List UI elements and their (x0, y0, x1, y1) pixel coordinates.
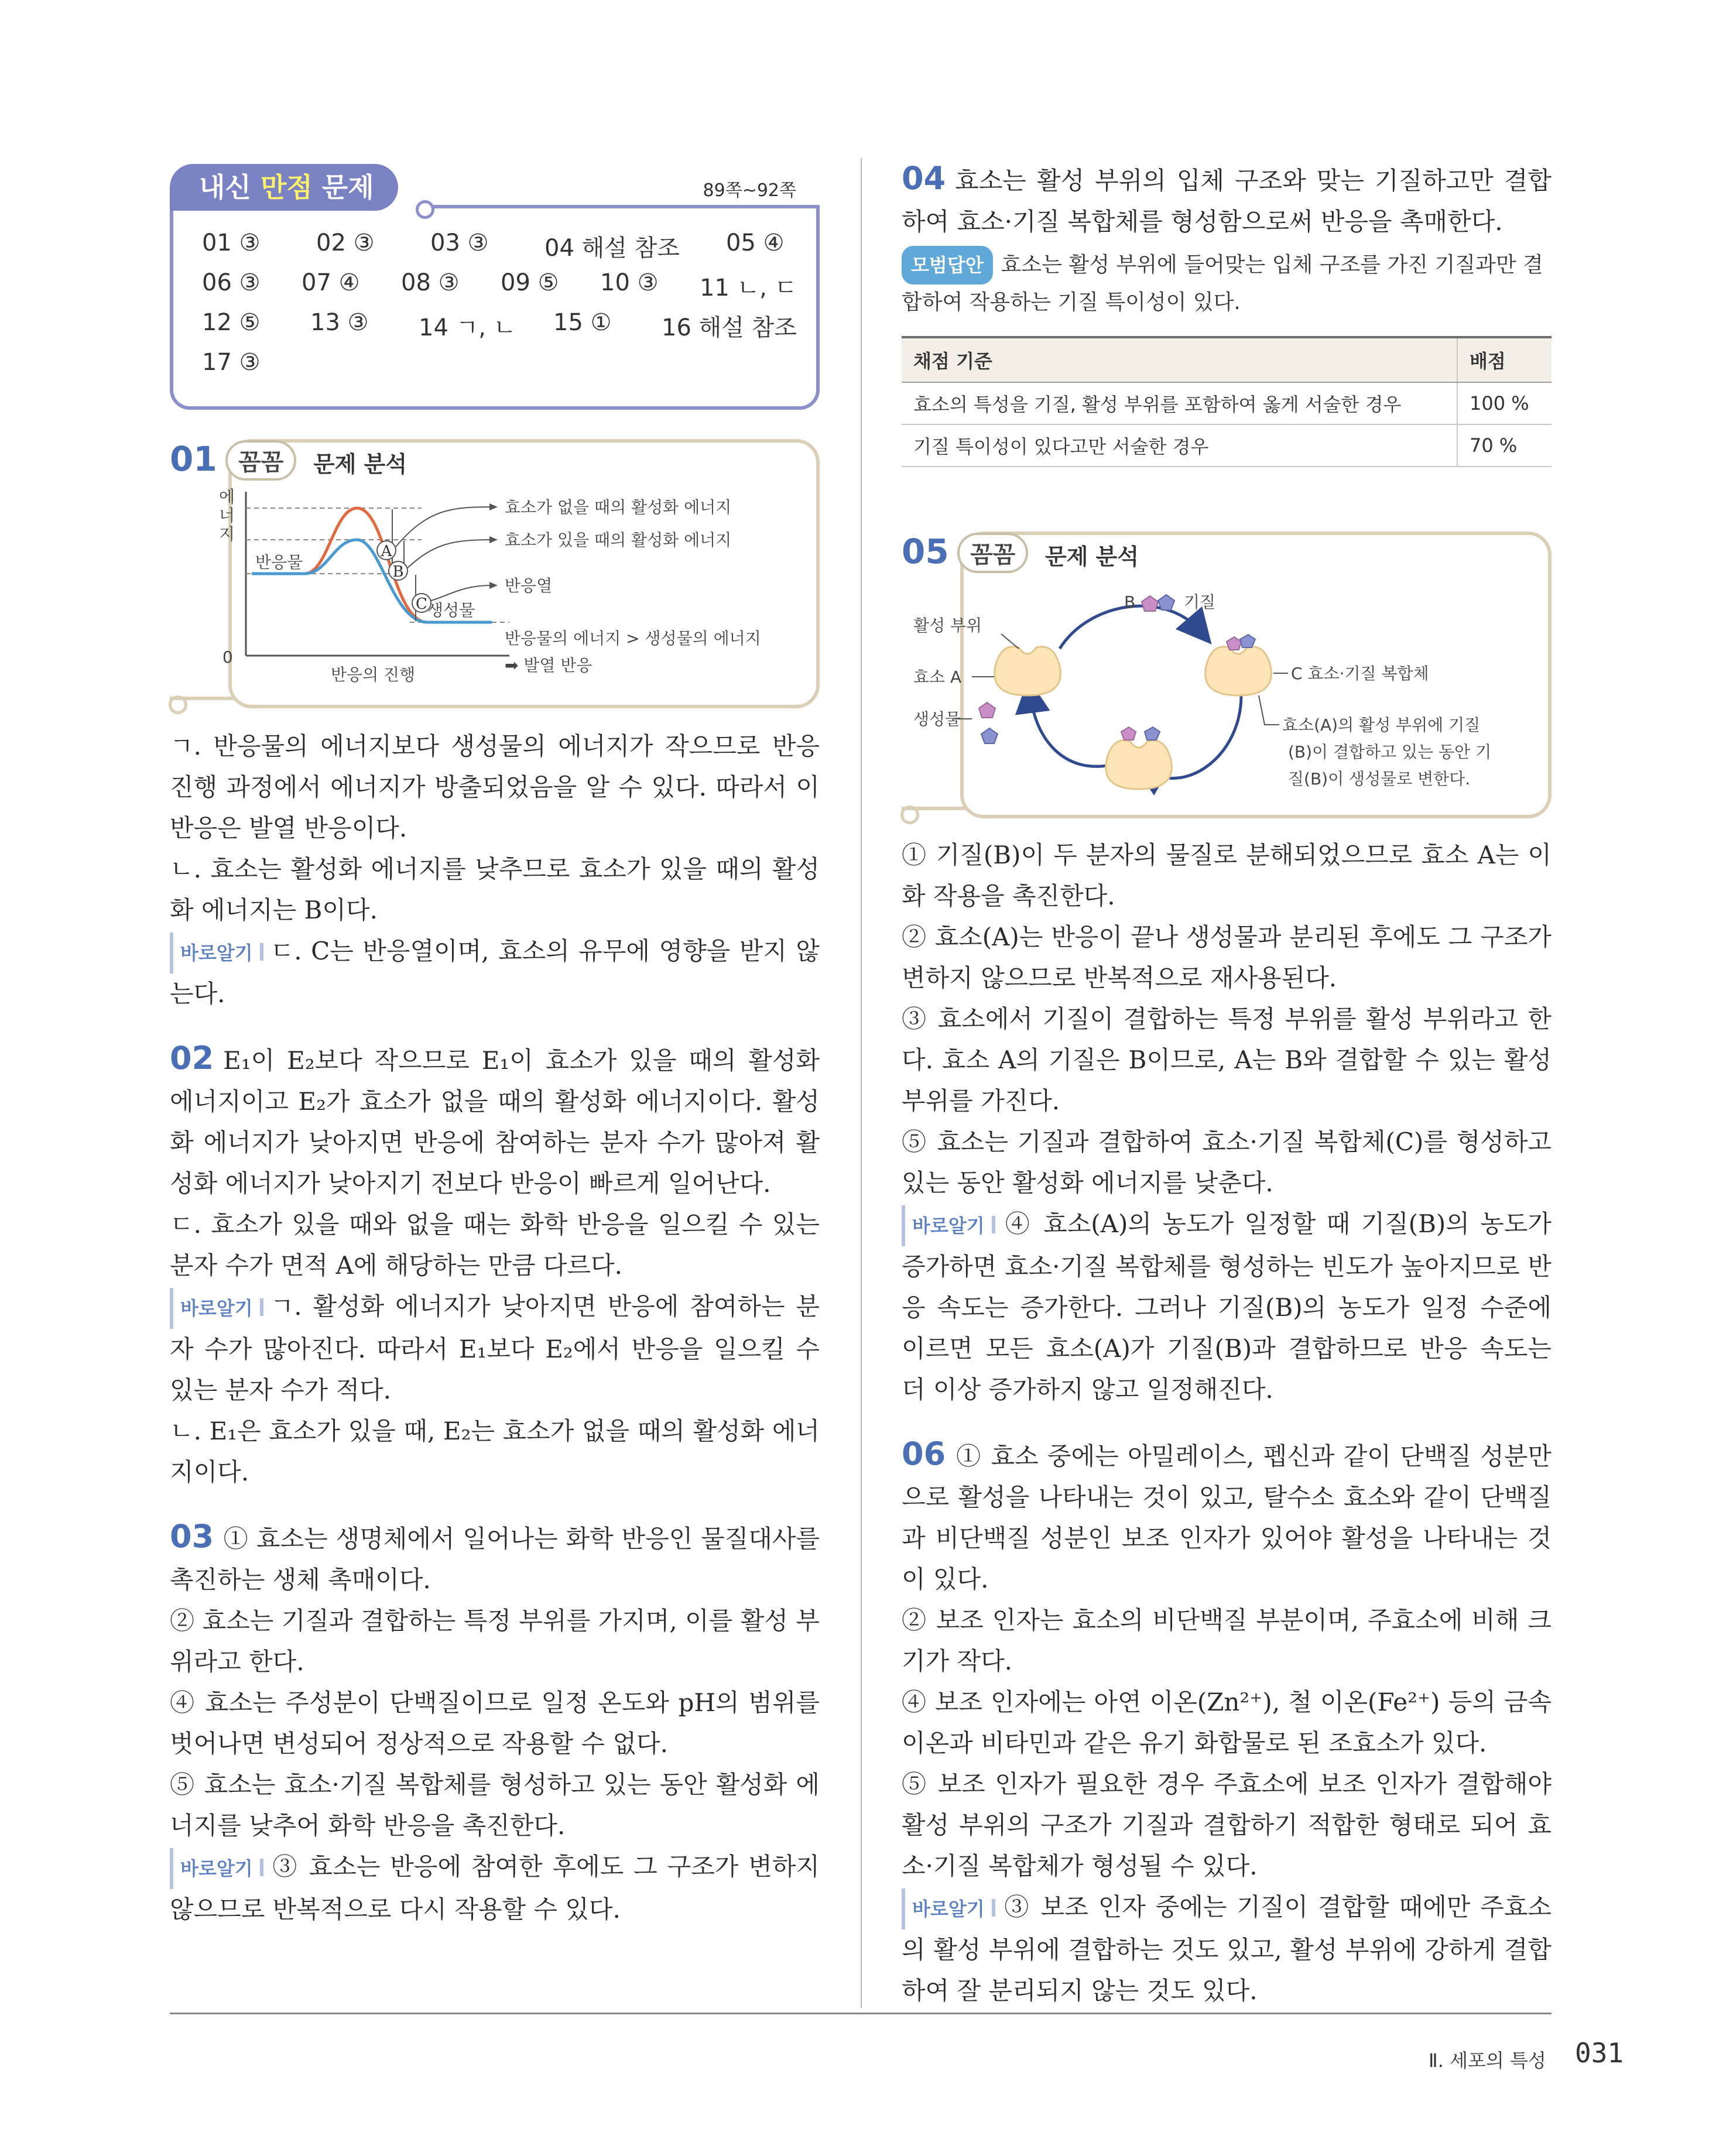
question-number: 01 (170, 439, 217, 479)
product-shapes (979, 702, 998, 743)
complex-shape (1205, 635, 1272, 695)
x-axis-label: 반응의 진행 (331, 665, 416, 684)
energy-diagram (217, 486, 814, 697)
explanation-text: 효소는 활성 부위의 입체 구조와 맞는 기질하고만 결합하여 효소·기질 복합체를 형성함으로써 반응을 촉매한다. (902, 166, 1552, 236)
answer-item: 16 해설 참조 (662, 314, 797, 341)
enzyme-cycle-diagram (913, 578, 1546, 813)
annotation-d2: ➡ 발열 반응 (505, 656, 593, 675)
question-number: 05 (902, 532, 949, 571)
table-cell: 70 % (1457, 424, 1552, 467)
explanation-text: ㄱ. 반응물의 에너지보다 생성물의 에너지가 작으므로 반응 진행 과정에서 에너지가 방출되었음을 알 수 있다. 따라서 이 반응은 발열 반응이다. (170, 732, 820, 842)
answer-item: 02 ③ (316, 229, 375, 256)
baro-tag: 바로알기 (902, 1205, 995, 1246)
annotation-line1: 효소(A)의 활성 부위에 기질 (1282, 715, 1481, 735)
explanation-text: ㄴ. E₁은 효소가 있을 때, E₂는 효소가 없을 때의 활성화 에너지이다. (170, 1417, 820, 1486)
table-header: 채점 기준 (902, 337, 1457, 382)
model-answer-tag: 모범답안 (902, 246, 993, 285)
q01-analysis (170, 439, 820, 714)
answer-item: 01 ③ (202, 229, 261, 256)
label-c: C (416, 595, 427, 613)
answer-item: 17 ③ (202, 349, 261, 376)
baro-tag: 바로알기 (170, 1288, 263, 1329)
b-label: B (1124, 592, 1136, 612)
table-cell: 기질 특이성이 있다고만 서술한 경우 (902, 424, 1457, 467)
annotation-a: 효소가 없을 때의 활성화 에너지 (505, 498, 732, 517)
active-site-label: 활성 부위 (913, 616, 982, 635)
model-answer (902, 246, 1552, 321)
question-number: 02 (170, 1040, 214, 1077)
pill-label: 꼼꼼 (225, 440, 296, 481)
answer-key-frame (170, 205, 820, 410)
baro-tag: 바로알기 (170, 933, 263, 974)
explanation-text: ④ 효소(A)의 농도가 일정할 때 기질(B)의 농도가 증가하면 효소·기질 복합체를 형성하는 빈도가 높아지므로 반응 속도는 증가한다. 그러나 기질(B)의 농도가 일정 수준에 이르면 모든 효소(A)가 기질(B)과 결합하므로 반응 속도는 더 이상 증가하지 않고 일정해진다. (902, 1209, 1552, 1404)
answer-item: 09 ⑤ (501, 269, 559, 296)
baro-tag: 바로알기 (170, 1848, 263, 1889)
scoring-table (902, 336, 1552, 467)
left-column (170, 158, 820, 1930)
explanation-text: ② 보조 인자는 효소의 비단백질 부분이며, 주효소에 비해 크기가 작다. (902, 1606, 1552, 1675)
q04-explanation (902, 158, 1552, 242)
explanation-text: ③ 효소에서 기질이 결합하는 특정 부위를 활성 부위라고 한다. 효소 A의 기질은 B이므로, A는 B와 결합할 수 있는 활성 부위를 가진다. (902, 1005, 1552, 1115)
q05-explanation (902, 835, 1552, 1410)
explanation-text: ⑤ 효소는 기질과 결합하여 효소·기질 복합체(C)를 형성하고 있는 동안 활성화 에너지를 낮춘다. (902, 1127, 1552, 1197)
answer-item: 06 ③ (202, 269, 261, 296)
explanation-text: ② 효소(A)는 반응이 끝나 생성물과 분리된 후에도 그 구조가 변하지 않으므로 반복적으로 재사용된다. (902, 923, 1552, 992)
q02-explanation (170, 1038, 820, 1493)
q05-analysis (902, 532, 1552, 824)
explanation-text: ㄴ. 효소는 활성화 에너지를 낮추므로 효소가 있을 때의 활성화 에너지는 B이다. (170, 855, 820, 924)
explanation-text: ② 효소는 기질과 결합하는 특정 부위를 가지며, 이를 활성 부위라고 한다. (170, 1606, 820, 1676)
table-row (902, 424, 1552, 467)
enzyme-product-shape (1106, 727, 1172, 789)
explanation-text: ⑤ 보조 인자가 필요한 경우 주효소에 보조 인자가 결합해야 활성 부위의 구조가 기질과 결합하기 적합한 형태로 되어 효소·기질 복합체가 형성될 수 있다. (902, 1770, 1552, 1880)
answer-item: 10 ③ (600, 269, 659, 296)
right-column (902, 158, 1552, 2011)
answer-item: 05 ④ (726, 229, 785, 256)
product-label: 생성물 (913, 709, 961, 729)
annotation-line2: (B)이 결합하고 있는 동안 기 (1288, 742, 1492, 762)
analysis-title: 문제 분석 (313, 451, 407, 477)
question-number: 03 (170, 1518, 214, 1555)
table-header-row (902, 337, 1552, 382)
label-b: B (392, 563, 404, 581)
column-divider (861, 158, 862, 2008)
q06-explanation (902, 1434, 1552, 2011)
explanation-text: ⑤ 효소는 효소·기질 복합체를 형성하고 있는 동안 활성화 에너지를 낮추어 화학 반응을 촉진한다. (170, 1770, 820, 1840)
explanation-text: ① 효소는 생명체에서 일어나는 화학 반응인 물질대사를 촉진하는 생체 촉매이다. (170, 1524, 820, 1594)
complex-label: C 효소·기질 복합체 (1291, 664, 1429, 683)
q03-explanation (170, 1516, 820, 1930)
answer-key-box (170, 158, 820, 421)
section-title: Ⅱ. 세포의 특성 (1429, 2049, 1546, 2072)
answer-item: 11 ㄴ, ㄷ (700, 275, 797, 301)
model-answer-text: 효소는 활성 부위에 들어맞는 입체 구조를 가진 기질과만 결합하여 작용하는 기질 특이성이 있다. (902, 253, 1543, 314)
question-number: 04 (902, 160, 946, 197)
explanation-text: ㄷ. C는 반응열이며, 효소의 유무에 영향을 받지 않는다. (170, 937, 820, 1008)
answer-item: 14 ㄱ, ㄴ (419, 314, 516, 341)
explanation-text: ㄱ. 활성화 에너지가 낮아지면 반응에 참여하는 분자 수가 많아진다. 따라서 E₁보다 E₂에서 반응을 일으킬 수 있는 분자 수가 적다. (170, 1292, 820, 1404)
explanation-text: ① 효소 중에는 아밀레이스, 펩신과 같이 단백질 성분만으로 활성을 나타내는 것이 있고, 탈수소 효소와 같이 단백질과 비단백질 성분인 보조 인자가 있어야 활성을 나타내는 것이 있다. (902, 1442, 1552, 1593)
substrate-label: 기질 (1184, 592, 1216, 612)
annotation-b: 효소가 있을 때의 활성화 에너지 (505, 530, 732, 550)
explanation-text: ㄷ. 효소가 있을 때와 없을 때는 화학 반응을 일으킬 수 있는 분자 수가 면적 A에 해당하는 만큼 다르다. (170, 1210, 820, 1280)
explanation-text: ① 기질(B)이 두 분자의 물질로 분해되었으므로 효소 A는 이화 작용을 촉진한다. (902, 841, 1552, 910)
answer-item: 15 ① (553, 309, 612, 336)
answer-item: 08 ③ (401, 269, 460, 296)
explanation-text: ③ 효소는 반응에 참여한 후에도 그 구조가 변하지 않으므로 반복적으로 다시 작용할 수 있다. (170, 1852, 820, 1924)
answer-item: 07 ④ (302, 269, 360, 296)
footer-rule (170, 2013, 1552, 2014)
answer-item: 04 해설 참조 (544, 235, 680, 262)
question-number: 06 (902, 1435, 946, 1472)
explanation-text: E₁이 E₂보다 작으므로 E₁이 효소가 있을 때의 활성화 에너지이고 E₂가 효소가 없을 때의 활성화 에너지이다. 활성화 에너지가 낮아지면 반응에 참여하는 분자 수가 많아져 활성화 에너지가 낮아지기 전보다 반응이 빠르게 일어난다. (170, 1046, 820, 1198)
enzyme-label: 효소 A (913, 667, 962, 687)
explanation-text: ③ 보조 인자 중에는 기질이 결합할 때에만 주효소의 활성 부위에 결합하는 것도 있고, 활성 부위에 강하게 결합하여 잘 분리되지 않는 것도 있다. (902, 1893, 1552, 2005)
q01-explanation (170, 726, 820, 1014)
origin-label: 0 (222, 647, 233, 667)
reactant-label: 반응물 (255, 553, 303, 572)
label-a: A (381, 543, 392, 560)
answer-item: 03 ③ (430, 229, 489, 256)
table-cell: 100 % (1457, 382, 1552, 424)
explanation-text: ④ 효소는 주성분이 단백질이므로 일정 온도와 pH의 범위를 벗어나면 변성되어 정상적으로 작용할 수 없다. (170, 1688, 820, 1758)
page-range: 89쪽~92쪽 (703, 180, 796, 201)
table-header: 배점 (1457, 337, 1552, 382)
page-number: 031 (1575, 2037, 1624, 2069)
pill-label: 꼼꼼 (957, 533, 1028, 573)
annotation-d1: 반응물의 에너지 > 생성물의 에너지 (505, 629, 761, 648)
answer-item: 12 ⑤ (202, 309, 261, 336)
table-row (902, 382, 1552, 424)
enzyme-a-shape (995, 647, 1061, 695)
product-label: 생성물 (427, 601, 475, 620)
y-axis-label: 에 너 지 (219, 487, 235, 544)
annotation-c: 반응열 (505, 576, 553, 595)
table-cell: 효소의 특성을 기질, 활성 부위를 포함하여 옳게 서술한 경우 (902, 382, 1457, 424)
explanation-text: ④ 보조 인자에는 아연 이온(Zn²⁺), 철 이온(Fe²⁺) 등의 금속 이온과 비타민과 같은 유기 화합물로 된 조효소가 있다. (902, 1688, 1552, 1757)
analysis-title: 문제 분석 (1045, 544, 1139, 570)
answer-item: 13 ③ (310, 309, 369, 336)
answer-key-tab: 내신 만점 문제 (170, 164, 398, 211)
baro-tag: 바로알기 (902, 1888, 995, 1929)
annotation-line3: 질(B)이 생성물로 변한다. (1288, 769, 1471, 789)
